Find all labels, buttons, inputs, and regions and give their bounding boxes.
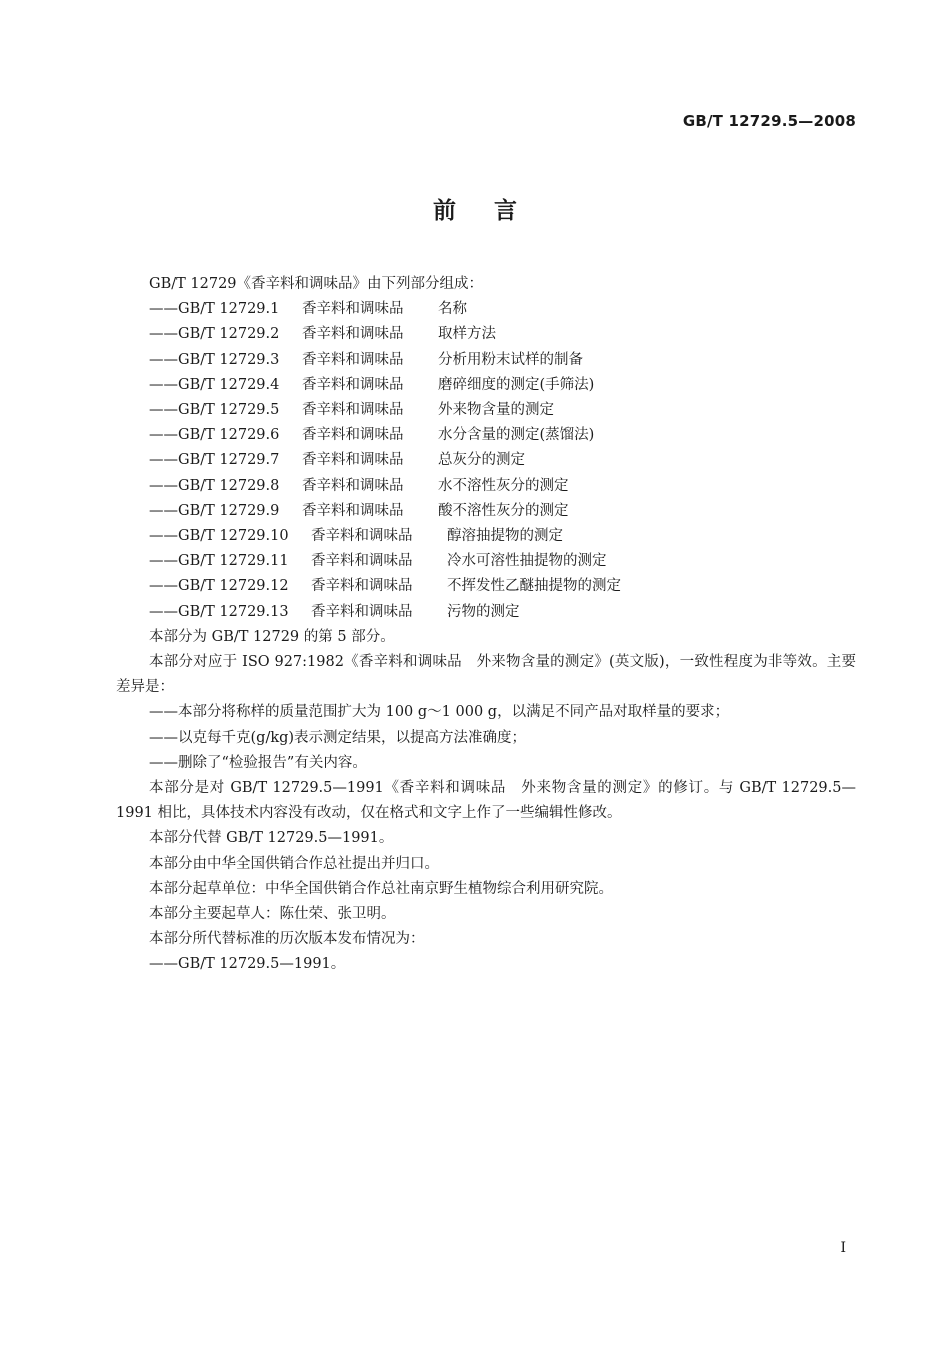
revision-paragraph: 本部分是对 GB/T 12729.5—1991《香辛料和调味品 外来物含量的测定》的修订。与 GB/T 12729.5—1991 相比，具体技术内容没有改动，仅在格式和文字上作了一些编辑性修改。: [116, 780, 856, 822]
foreword-body: [116, 272, 856, 978]
difference-item: ——删除了“检验报告”有关内容。: [149, 754, 367, 771]
part-list-item: [116, 322, 856, 347]
part-name: 外来物含量的测定: [438, 402, 554, 419]
history-list: [116, 952, 856, 977]
part-code: GB/T 12729.6: [178, 427, 280, 444]
part-dash: ——: [149, 326, 178, 343]
part-dash: ——: [149, 528, 178, 545]
part-category: 香辛料和调味品: [302, 427, 404, 444]
parts-list: [116, 297, 856, 625]
differences-list: [116, 700, 856, 776]
part-category: 香辛料和调味品: [302, 477, 404, 494]
part-code: GB/T 12729.10: [178, 528, 289, 545]
part-list-item: [116, 297, 856, 322]
part-name: 总灰分的测定: [438, 452, 525, 469]
part-name: 取样方法: [438, 326, 496, 343]
part-name: 水分含量的测定(蒸馏法): [438, 427, 595, 444]
part-list-item: [116, 373, 856, 398]
intro-paragraph: GB/T 12729《香辛料和调味品》由下列部分组成：: [149, 276, 484, 292]
part-list-item: [116, 499, 856, 524]
part-name: 污物的测定: [447, 603, 520, 620]
part-list-item: [116, 474, 856, 499]
part-code: GB/T 12729.2: [178, 326, 280, 343]
part-category: 香辛料和调味品: [302, 402, 404, 419]
difference-item: ——以克每千克(g/kg)表示测定结果，以提高方法准确度；: [149, 729, 527, 746]
correspondence-paragraph: 本部分对应于 ISO 927:1982《香辛料和调味品 外来物含量的测定》(英文版)，一致性程度为非等效。主要差异是：: [116, 654, 856, 696]
part-dash: ——: [149, 376, 178, 393]
part-name: 水不溶性灰分的测定: [438, 477, 569, 494]
part-code: GB/T 12729.7: [178, 452, 280, 469]
part-category: 香辛料和调味品: [302, 301, 404, 318]
part-code: GB/T 12729.11: [178, 553, 289, 570]
part-category: 香辛料和调味品: [311, 603, 413, 620]
part-category: 香辛料和调味品: [311, 553, 413, 570]
part-list-item: [116, 574, 856, 599]
part-category: 香辛料和调味品: [302, 376, 404, 393]
part-category: 香辛料和调味品: [302, 452, 404, 469]
part-category: 香辛料和调味品: [302, 502, 404, 519]
part-code: GB/T 12729.1: [178, 301, 280, 318]
part-code: GB/T 12729.13: [178, 603, 289, 620]
part-name: 酸不溶性灰分的测定: [438, 502, 569, 519]
part-list-item: [116, 549, 856, 574]
difference-item: ——本部分将称样的质量范围扩大为 100 g～1 000 g，以满足不同产品对取样量的要求；: [149, 704, 730, 721]
part-list-item: [116, 398, 856, 423]
part-name: 分析用粉末试样的制备: [438, 351, 583, 368]
part-list-item: [116, 600, 856, 625]
part-name: 名称: [438, 301, 467, 318]
part-dash: ——: [149, 578, 178, 595]
drafters-paragraph: 本部分主要起草人：陈仕荣、张卫明。: [149, 906, 396, 923]
part-dash: ——: [149, 553, 178, 570]
part-statement: 本部分为 GB/T 12729 的第 5 部分。: [149, 628, 395, 645]
part-category: 香辛料和调味品: [311, 528, 413, 545]
part-name: 磨碎细度的测定(手筛法): [438, 376, 595, 393]
part-code: GB/T 12729.3: [178, 351, 280, 368]
part-code: GB/T 12729.9: [178, 502, 280, 519]
part-dash: ——: [149, 427, 178, 444]
part-code: GB/T 12729.12: [178, 578, 289, 595]
part-list-item: [116, 448, 856, 473]
standard-number: GB/T 12729.5—2008: [682, 112, 856, 130]
replaces-paragraph: 本部分代替 GB/T 12729.5—1991。: [149, 830, 394, 847]
part-code: GB/T 12729.4: [178, 376, 280, 393]
part-category: 香辛料和调味品: [302, 326, 404, 343]
history-intro-paragraph: 本部分所代替标准的历次版本发布情况为：: [149, 931, 425, 948]
drafting-unit-paragraph: 本部分起草单位：中华全国供销合作总社南京野生植物综合利用研究院。: [149, 880, 613, 897]
part-name: 不挥发性乙醚抽提物的测定: [447, 578, 621, 595]
part-code: GB/T 12729.8: [178, 477, 280, 494]
part-list-item: [116, 348, 856, 373]
part-category: 香辛料和调味品: [302, 351, 404, 368]
part-list-item: [116, 524, 856, 549]
page-number: I: [840, 1240, 846, 1256]
part-name: 冷水可溶性抽提物的测定: [447, 553, 607, 570]
part-category: 香辛料和调味品: [311, 578, 413, 595]
proposer-paragraph: 本部分由中华全国供销合作总社提出并归口。: [149, 855, 439, 872]
part-dash: ——: [149, 452, 178, 469]
part-dash: ——: [149, 477, 178, 494]
part-code: GB/T 12729.5: [178, 402, 280, 419]
part-list-item: [116, 423, 856, 448]
history-item: ——GB/T 12729.5—1991。: [149, 956, 346, 973]
page-title: 前言: [433, 198, 555, 224]
part-dash: ——: [149, 502, 178, 519]
part-dash: ——: [149, 402, 178, 419]
part-name: 醇溶抽提物的测定: [447, 528, 563, 545]
part-dash: ——: [149, 351, 178, 368]
part-dash: ——: [149, 301, 178, 318]
part-dash: ——: [149, 603, 178, 620]
